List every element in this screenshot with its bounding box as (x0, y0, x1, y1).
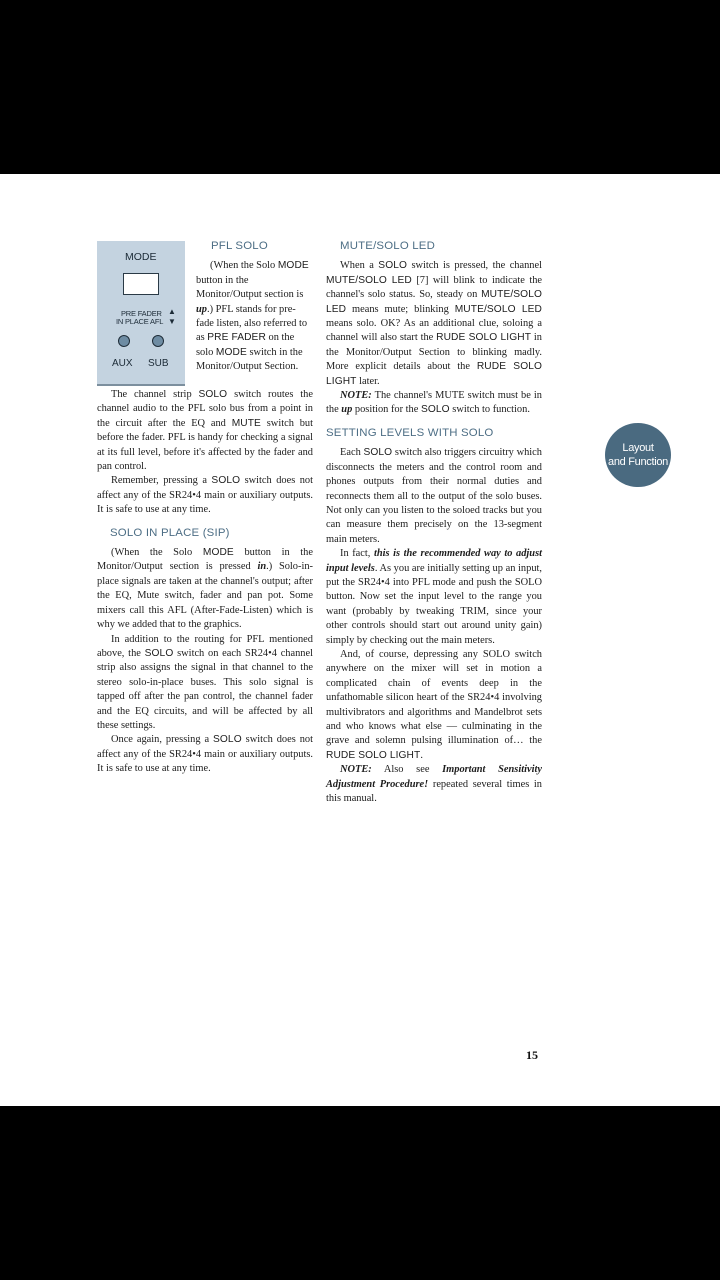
sub-label: SUB (148, 358, 169, 369)
left-column (97, 388, 313, 777)
in-place-afl-label: IN PLACE AFL (116, 317, 164, 326)
sub-led-icon (152, 335, 164, 347)
pfl-section-top (196, 239, 312, 375)
levels-note-paragraph: NOTE: Also see Important Sensitivity Adjustment Procedure! repeated several times in this manual. (326, 764, 542, 805)
right-column (326, 239, 542, 806)
manual-page (0, 174, 720, 1106)
pfl-paragraph-1: (When the Solo MODE button in the Monitor/Output section is up.) PFL stands for pre-fade listen, also referred to as PRE FADER on the solo MODE switch in the Monitor/Output Section. (196, 260, 309, 373)
sip-paragraph-2: In addition to the routing for PFL mentioned above, the SOLO switch on each SR24•4 channel strip also assigns the signal in that channel to the stereo solo-in-place buses. This solo signal is tapped off after the pan control, the channel fader and the EQ circuits, and will be affected by all these settings. (97, 633, 313, 731)
pfl-paragraph-3: Remember, pressing a SOLO switch does not affect any of the SR24•4 main or auxiliary outputs. It is safe to use at any time. (97, 475, 313, 516)
aux-led-icon (118, 335, 130, 347)
levels-paragraph-1: Each SOLO switch also triggers circuitry which disconnects the meters and the control room and phones outputs from their normal duties and reconnects them all to the output of the solo buses. Not only can you listen to the soloed tracks but you can measure them precisely on the 13-segment main meters. (326, 447, 542, 545)
mute-solo-led-heading: MUTE/SOLO LED (340, 240, 436, 252)
mode-label: MODE (125, 251, 157, 263)
pre-fader-label: PRE FADER (121, 309, 162, 318)
levels-paragraph-3: And, of course, depressing any SOLO switch anywhere on the mixer will set in motion a complicated chain of events deep in the unfathomable silicon heart of the SR24•4 involving multivibrators and algorithms and Mandelbrot sets and who knows what else — culminating in the grave and solemn pulsing illumination of… the RUDE SOLO LIGHT. (326, 648, 542, 761)
section-tab-line-2: and Function (608, 456, 668, 468)
sip-paragraph-1: (When the Solo MODE button in the Monitor/Output section is pressed in.) Solo-in-place signals are taken at the channel's output; after the EQ, Mute switch, fader and pan pot. Some mixers call this AFL (After-Fade-Listen) which is why we added that to the graphics. (97, 547, 313, 631)
aux-label: AUX (112, 358, 133, 369)
pfl-paragraph-2: The channel strip SOLO switch routes the channel audio to the PFL solo bus from a point in the circuit after the EQ and MUTE switch but before the fader. PFL is handy for checking a signal at its full level, before it's affected by the fader and pan control. (97, 389, 313, 473)
up-arrow-icon: ▲ (168, 307, 176, 316)
pfl-heading: PFL SOLO (211, 240, 268, 252)
mute-note-paragraph: NOTE: The channel's MUTE switch must be in the up position for the SOLO switch to function. (326, 390, 542, 416)
sip-heading: SOLO IN PLACE (SIP) (110, 526, 230, 539)
levels-paragraph-2: In fact, this is the recommended way to adjust input levels. As you are initially setting up an input, put the SR24•4 into PFL mode and push the SOLO button. Now set the input level to the range you want (probably by tweaking TRIM, since your other controls should start out around unity gain) simply by checking out the main meters. (326, 548, 542, 646)
sip-paragraph-3: Once again, pressing a SOLO switch does not affect any of the SR24•4 main or auxiliary outputs. It is safe to use at any time. (97, 734, 313, 775)
mute-solo-paragraph: When a SOLO switch is pressed, the channel MUTE/SOLO LED [7] will blink to indicate the channel's solo status. So, steady on MUTE/SOLO LED means mute; blinking MUTE/SOLO LED means solo. OK? As an additional clue, soloing a channel will also start the RUDE SOLO LIGHT in the Monitor/Output Section to blinking madly. More explicit details about the RUDE SOLO LIGHT later. (326, 260, 543, 387)
setting-levels-heading: SETTING LEVELS WITH SOLO (326, 426, 494, 439)
solo-mode-panel-illustration (97, 241, 185, 386)
section-tab-layout-and-function[interactable] (605, 423, 671, 487)
down-arrow-icon: ▼ (168, 317, 176, 326)
section-tab-line-1: Layout (622, 442, 654, 454)
page-number: 15 (526, 1048, 538, 1062)
mode-switch-box (123, 273, 159, 295)
